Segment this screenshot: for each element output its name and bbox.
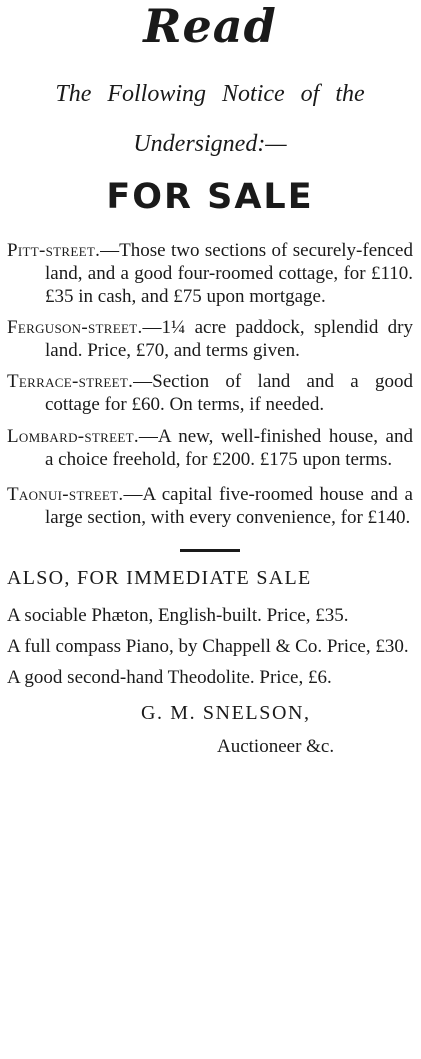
listing-text: —1¼ acre paddock, splendid dry land. Price, £70, and terms given.	[45, 317, 413, 361]
item-theodolite: A good second-hand Theodolite. Price, £6.	[7, 667, 332, 688]
listing-terrace-street	[7, 370, 413, 416]
item-phaeton: A sociable Phæton, English-built. Price, £35.	[7, 605, 349, 626]
street-name: Ferguson-street.	[7, 317, 143, 338]
also-heading: ALSO, FOR IMMEDIATE SALE	[7, 567, 312, 589]
signature-name: G. M. SNELSON,	[141, 702, 311, 724]
listing-text: —A new, well-finished house, and a choice freehold, for £200. £175 upon terms.	[45, 426, 413, 470]
headline: Read	[143, 0, 277, 53]
street-name: Pitt-street.	[7, 240, 101, 261]
street-name: Lombard-street.	[7, 426, 139, 447]
listing-text: —Section of land and a good cottage for £60. On terms, if needed.	[45, 371, 413, 415]
intro	[7, 80, 413, 158]
listing-ferguson-street	[7, 316, 413, 362]
listing-lombard-street	[7, 425, 413, 471]
intro-line-1: The Following Notice of the	[55, 81, 365, 107]
for-sale-heading: FOR SALE	[106, 177, 314, 217]
item-piano: A full compass Piano, by Chappell & Co. Price, £30.	[7, 636, 409, 657]
listing-taonui-street	[7, 483, 413, 529]
street-name: Taonui-street.	[7, 484, 124, 505]
intro-line-2: Undersigned:—	[133, 131, 287, 157]
listing-text: —A capital five-roomed house and a large section, with every convenience, for £140.	[45, 484, 413, 528]
listing-text: —Those two sections of securely-fenced land, and a good four-roomed cottage, for £110. £35 in cash, and £75 upon mortgage.	[45, 240, 413, 307]
street-name: Terrace-street.	[7, 371, 134, 392]
section-divider	[180, 549, 240, 552]
signature-title: Auctioneer &c.	[217, 736, 335, 757]
listing-pitt-street	[7, 239, 413, 308]
